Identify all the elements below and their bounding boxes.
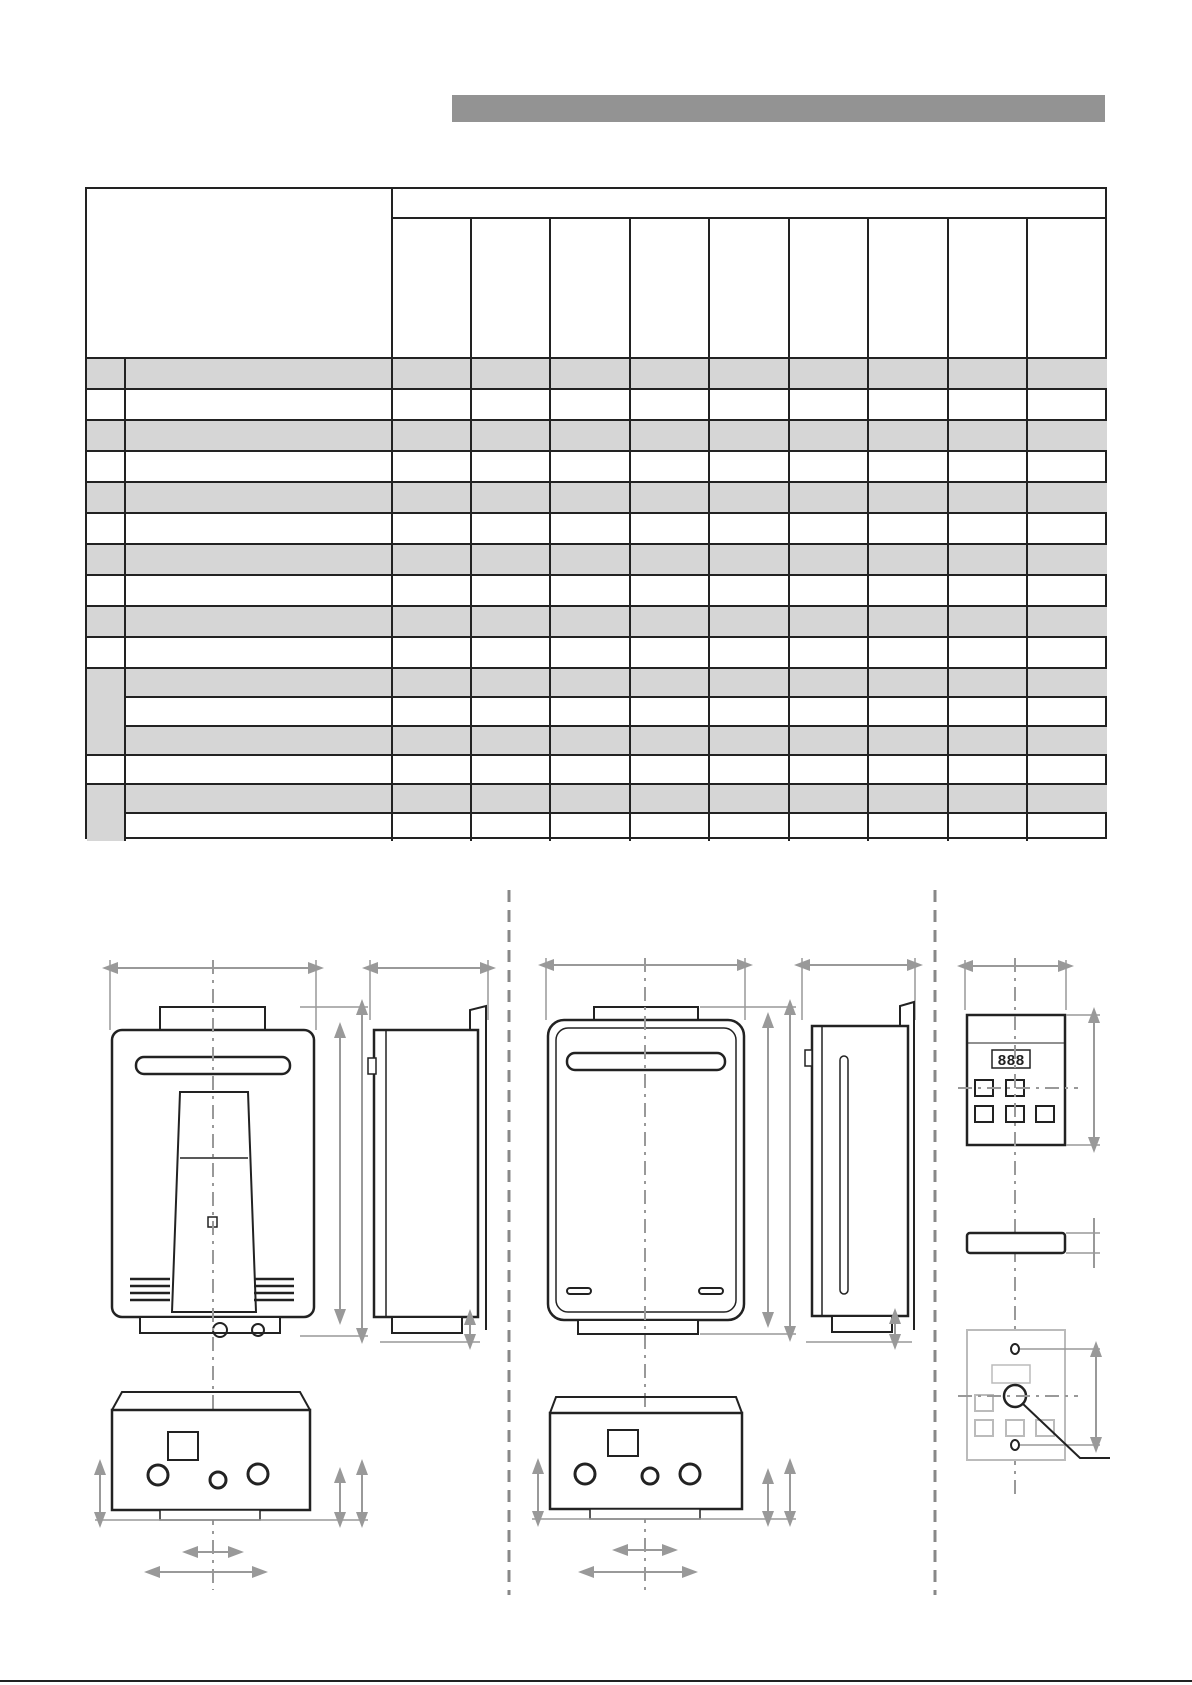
dimension-drawings — [0, 880, 1192, 1600]
indoor-unit-bottom-view — [95, 1392, 368, 1572]
spec-table-grid — [87, 189, 1109, 841]
drawings-svg — [0, 880, 1192, 1600]
indoor-unit-side-view — [368, 960, 488, 1342]
dimension-spec-table — [85, 187, 1107, 839]
section-header-bar — [452, 95, 1105, 122]
page-bottom-rule — [0, 1680, 1192, 1682]
remote-display-digits: 888 — [997, 1053, 1025, 1070]
remote-controller-side-view — [967, 1218, 1100, 1268]
outdoor-unit-side-view — [802, 958, 915, 1342]
outdoor-unit-bottom-view — [532, 1397, 796, 1572]
remote-controller-mounting-view — [958, 1330, 1110, 1460]
shaded-rows — [87, 358, 1107, 841]
